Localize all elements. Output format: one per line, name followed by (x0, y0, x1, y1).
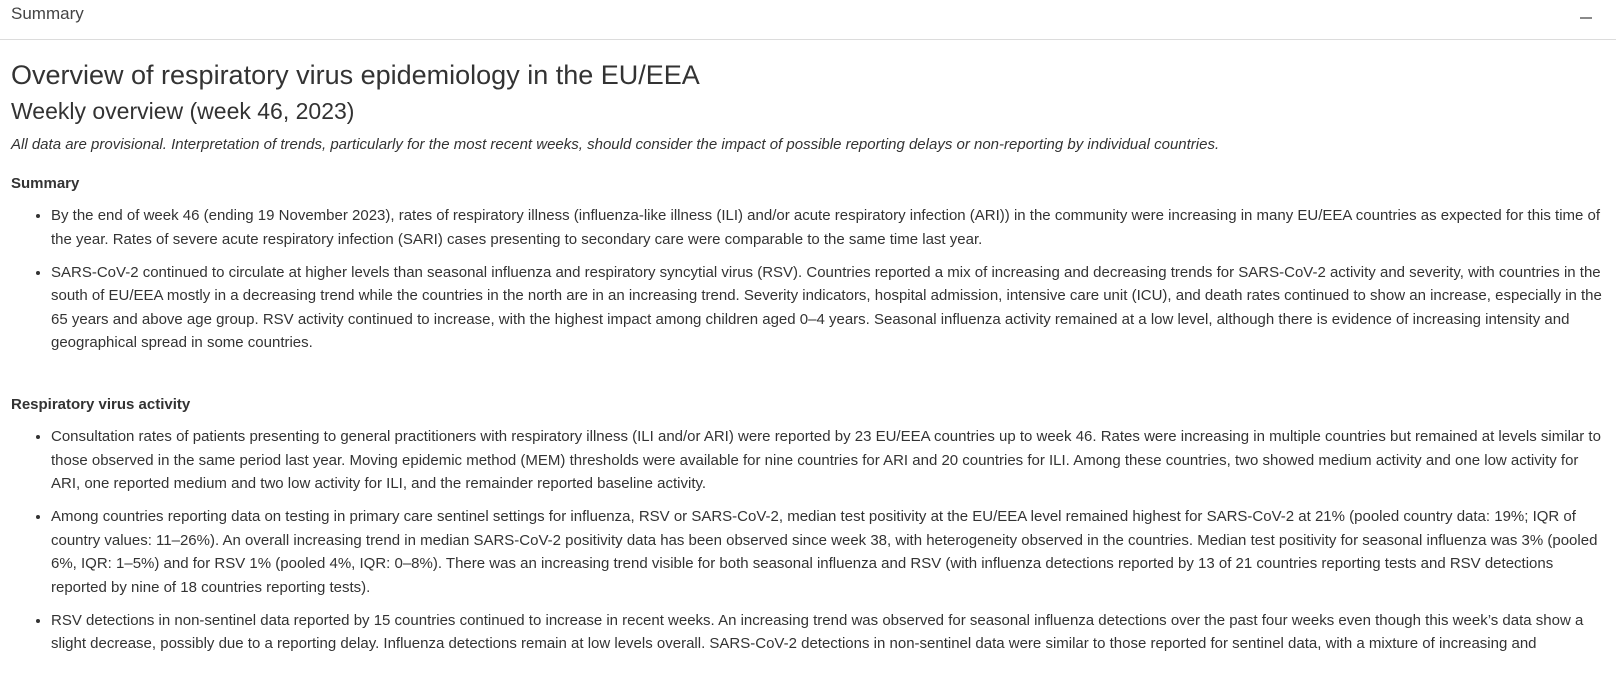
summary-list (11, 204, 1605, 355)
minus-icon (1580, 17, 1592, 19)
section-heading-respiratory-virus-activity: Respiratory virus activity (11, 396, 191, 413)
panel-header (0, 0, 1616, 40)
page-subtitle: Weekly overview (week 46, 2023) (11, 98, 355, 124)
page-title: Overview of respiratory virus epidemiology in the EU/EEA (11, 60, 700, 90)
collapse-button[interactable] (1578, 8, 1594, 24)
panel-content (11, 57, 1605, 665)
disclaimer-text: All data are provisional. Interpretation of trends, particularly for the most recent weeks, should consider the impact of possible reporting delays or non-reporting by individual countries. (11, 136, 1220, 153)
list-item: • Among countries reporting data on testing in primary care sentinel settings for influenza, RSV or SARS-CoV-2, median test positivity at the EU/EEA level remained highest for SARS-CoV-2 at 21% (pooled country data: 19%; IQR of country values: 11–26%). An overall increasing trend in median SARS-CoV-2 positivity data has been observed since week 38, with heterogeneity observed in the countries. Median test positivity for seasonal influenza was 3% (pooled 6%, IQR: 1–5%) and for RSV 1% (pooled 4%, IQR: 0–8%). There was an increasing trend visible for both seasonal influenza and RSV (with influenza detections reported by 13 of 21 countries reporting tests and RSV detections reported by nine of 18 countries reporting tests). (51, 505, 1605, 599)
list-item: • RSV detections in non-sentinel data reported by 15 countries continued to increase in recent weeks. An increasing trend was observed for seasonal influenza detections over the past four weeks even though this week’s data show a slight decrease, possibly due to a reporting delay. Influenza detections remain at low levels overall. SARS-CoV-2 detections in non-sentinel data were similar to those reported for sentinel data, with a mixture of increasing and (51, 609, 1605, 656)
list-item: • SARS-CoV-2 continued to circulate at higher levels than seasonal influenza and respiratory syncytial virus (RSV). Countries reported a mix of increasing and decreasing trends for SARS-CoV-2 activity and severity, with countries in the south of EU/EEA mostly in a decreasing trend while the countries in the north are in an increasing trend. Severity indicators, hospital admission, intensive care unit (ICU), and death rates continued to show an increase, especially in the 65 years and above age group. RSV activity continued to increase, with the highest impact among children aged 0–4 years. Seasonal influenza activity remained at a low level, although there is evidence of increasing intensity and geographical spread in some countries. (51, 261, 1605, 355)
panel-title: Summary (11, 4, 84, 23)
section-heading-summary: Summary (11, 175, 80, 192)
activity-list (11, 425, 1605, 656)
list-item: • Consultation rates of patients presenting to general practitioners with respiratory illness (ILI and/or ARI) were reported by 23 EU/EEA countries up to week 46. Rates were increasing in multiple countries but remained at levels similar to those observed in the same period last year. Moving epidemic method (MEM) thresholds were available for nine countries for ARI and 20 countries for ILI. Among these countries, two showed medium activity and one low activity for ARI, one reported medium and two low activity for ILI, and the remainder reported baseline activity. (51, 425, 1605, 496)
list-item: • By the end of week 46 (ending 19 November 2023), rates of respiratory illness (influenza-like illness (ILI) and/or acute respiratory infection (ARI)) in the community were increasing in many EU/EEA countries as expected for this time of the year. Rates of severe acute respiratory infection (SARI) cases presenting to secondary care were comparable to the same time last year. (51, 204, 1605, 251)
